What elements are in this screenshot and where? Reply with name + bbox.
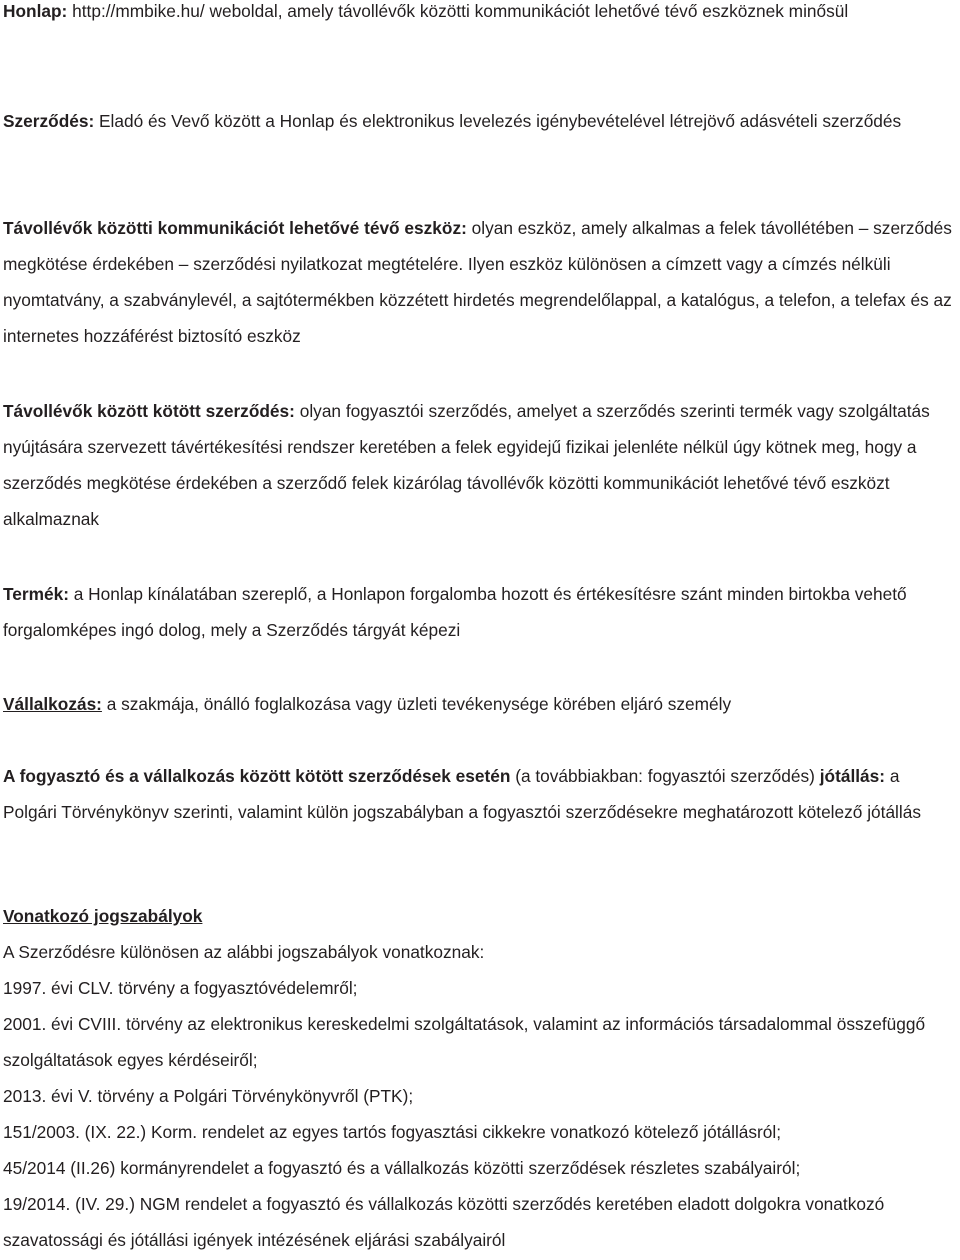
definition-tavollevok-szerzodes [3,393,957,537]
law-item: 1997. évi CLV. törvény a fogyasztóvédelemről; [3,978,358,998]
term-szerzodes: Szerződés: [3,111,95,131]
definition-honlap [3,0,848,30]
law-item: 2001. évi CVIII. törvény az elektronikus kereskedelmi szolgáltatások, valamint az információs társadalommal összefüggő szolgáltatások egyes kérdéseiről; [3,1014,926,1070]
definition-text-termek: a Honlap kínálatában szereplő, a Honlapon forgalomba hozott és értékesítésre szánt minden birtokba vehető forgalomképes ingó dolog, mely a Szerződés tárgyát képezi [3,584,907,640]
definition-text-szerzodes: Eladó és Vevő között a Honlap és elektronikus levelezés igénybevételével létrejövő adásvételi szerződés [94,111,902,131]
definition-text-tavollevok-eszkoz: olyan eszköz, amely alkalmas a felek távollétében – szerződés megkötése érdekében – szerződési nyilatkozat megtételére. Ilyen eszköz különösen a címzett vagy a címzés nélküli nyomtatvány, a szabványlevél, a sajtótermékben közzétett hirdetés megrendelőlappal, a katalógus, a telefon, a telefax és az internetes hozzáférést biztosító eszköz [3,218,952,346]
law-item: 151/2003. (IX. 22.) Korm. rendelet az egyes tartós fogyasztási cikkekre vonatkozó kötelező jótállásról; [3,1122,782,1142]
definition-termek [3,576,957,648]
definition-tavollevok-eszkoz [3,210,957,354]
law-item: 19/2014. (IV. 29.) NGM rendelet a fogyasztó és vállalkozás közötti szerződés keretében eladott dolgokra vonatkozó szavatossági és jótállási igények intézésének eljárási szabályairól [3,1194,885,1250]
laws-heading: Vonatkozó jogszabályok [3,906,203,926]
definition-jotallas [3,758,957,830]
jotallas-middle: (a továbbiakban: fogyasztói szerződés) [510,766,820,786]
definition-szerzodes [3,103,901,139]
definition-text-tavollevok-szerzodes: olyan fogyasztói szerződés, amelyet a szerződés szerinti termék vagy szolgáltatás nyújtására szervezett távértékesítési rendszer keretében a felek egyidejű fizikai jelenléte nélkül úgy kötnek meg, hogy a szerződés megkötése érdekében a szerződő felek kizárólag távollévők közötti kommunikációt lehetővé tévő eszközt alkalmaznak [3,401,930,529]
laws-intro: A Szerződésre különösen az alábbi jogszabályok vonatkoznak: [3,942,485,962]
term-termek: Termék: [3,584,69,604]
term-tavollevok-eszkoz: Távollévők közötti kommunikációt lehetővé tévő eszköz: [3,218,467,238]
term-vallalkozas: Vállalkozás: [3,694,102,714]
term-honlap: Honlap: [3,1,68,21]
term-tavollevok-szerzodes: Távollévők között kötött szerződés: [3,401,295,421]
law-item: 2013. évi V. törvény a Polgári Törvénykönyvről (PTK); [3,1086,414,1106]
definition-vallalkozas [3,686,731,722]
law-item: 45/2014 (II.26) kormányrendelet a fogyasztó és a vállalkozás közötti szerződések részletes szabályairól; [3,1158,801,1178]
definition-text-vallalkozas: a szakmája, önálló foglalkozása vagy üzleti tevékenysége körében eljáró személy [101,694,732,714]
definition-text-jotallas: a Polgári Törvénykönyv szerinti, valamint külön jogszabályban a fogyasztói szerződésekre meghatározott kötelező jótállás [3,766,921,822]
term-jotallas: jótállás: [819,766,886,786]
laws-section [3,898,957,1258]
jotallas-intro: A fogyasztó és a vállalkozás között kötött szerződések esetén [3,766,511,786]
definition-text-honlap: http://mmbike.hu/ weboldal, amely távollévők közötti kommunikációt lehetővé tévő eszköznek minősül [67,1,849,21]
